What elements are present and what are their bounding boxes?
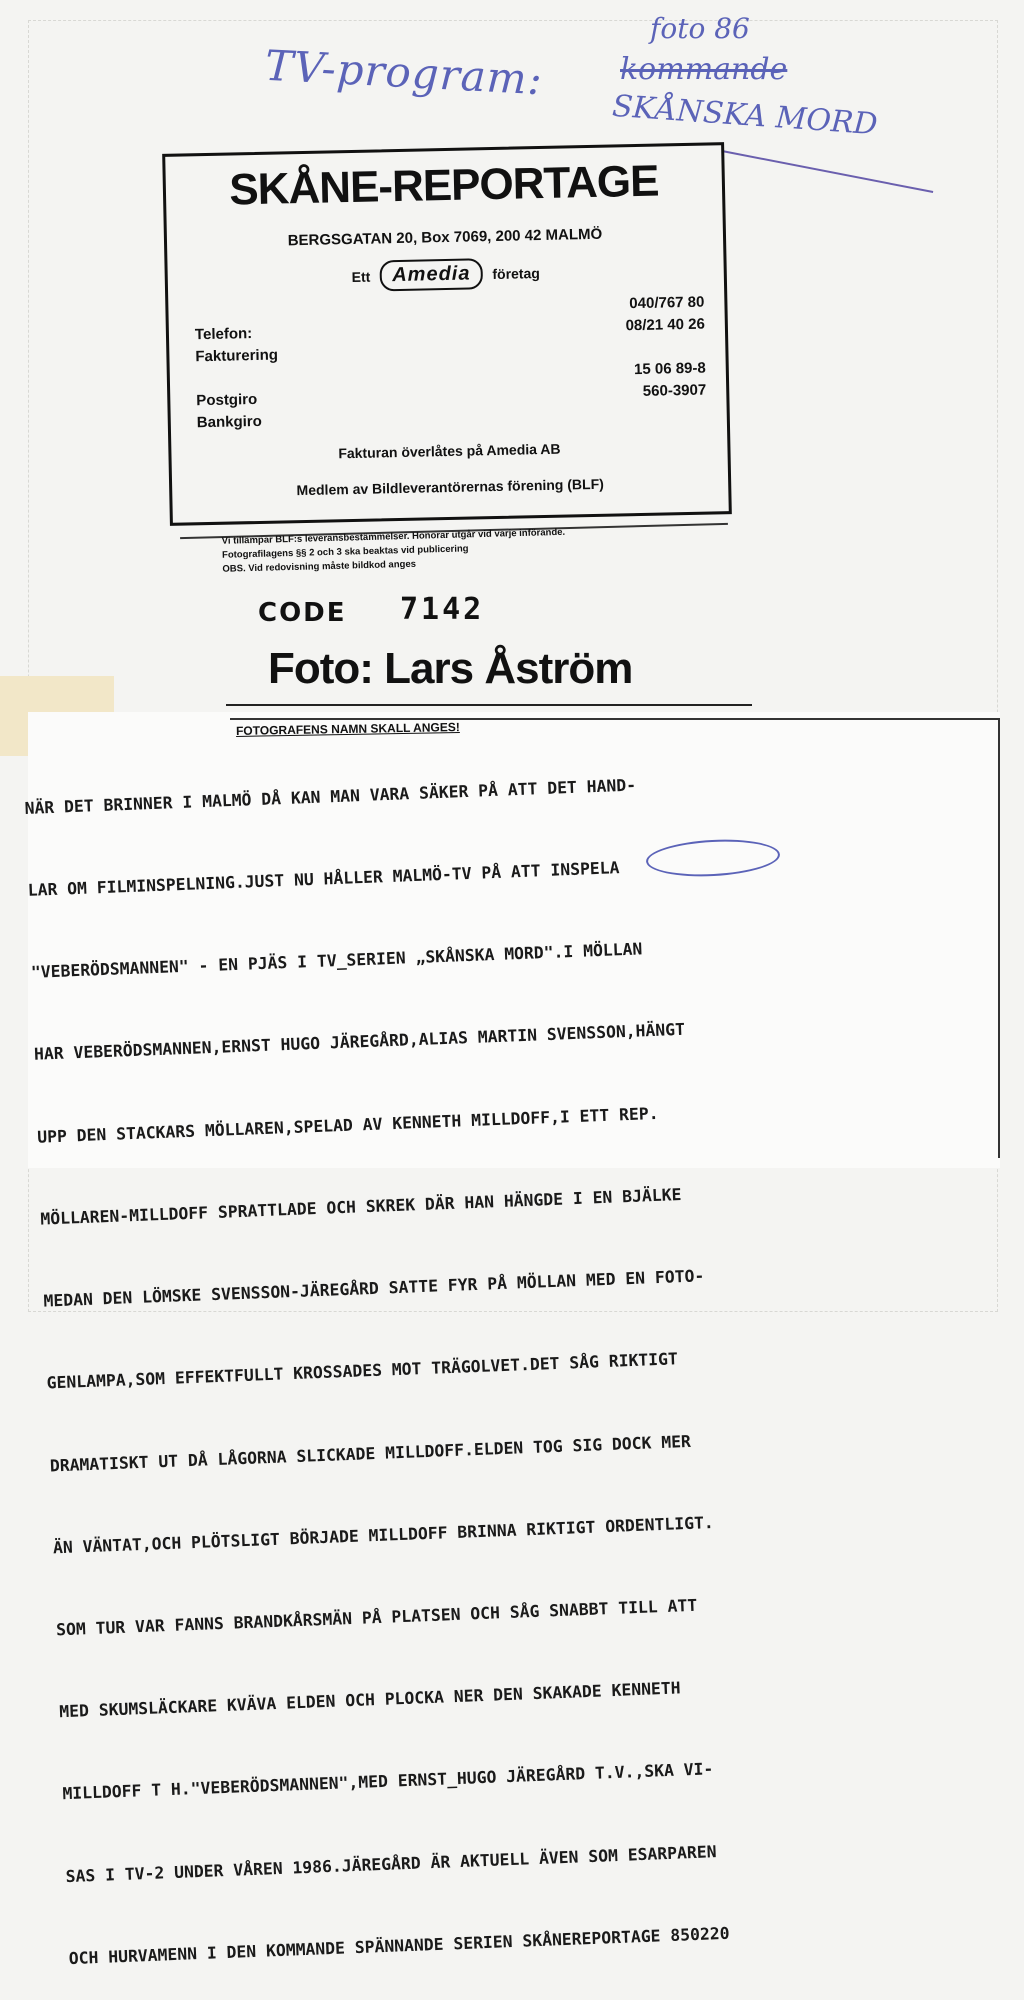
caption-line: LAR OM FILMINSPELNING.JUST NU HÅLLER MALMÖ-TV PÅ ATT INSPELA [27, 858, 620, 900]
small-print-line: Vi tillämpar BLF:s leveransbestämmelser. Honorar utgår vid varje införande. [221, 526, 566, 547]
caption-line: DRAMATISKT UT DÅ LÅGORNA SLICKADE MILLDOFF.ELDEN TOG SIG DOCK MER [49, 1431, 692, 1476]
credit-rule [226, 704, 752, 706]
agency-address: BERGSGATAN 20, Box 7069, 200 42 MALMÖ [287, 225, 603, 250]
small-print-line: OBS. Vid redovisning måste bildkod anges [222, 558, 417, 575]
caption-line: OCH HURVAMENN I DEN KOMMANDE SPÄNNANDE SERIEN SKÅNEREPORTAGE 850220 [68, 1923, 730, 1968]
bankgiro-value: 560-3907 [642, 381, 707, 400]
postgiro-value: 15 06 89-8 [633, 359, 706, 379]
agency-stamp [162, 142, 732, 526]
handwritten-tv-program: TV-program: [263, 40, 545, 105]
caption-line: UPP DEN STACKARS MÖLLAREN,SPELAD AV KENNETH MILLDOFF,I ETT REP. [36, 1103, 659, 1147]
handwritten-series-title: SKÅNSKA MORD [611, 88, 879, 143]
caption-heading: FOTOGRAFENS NAMN SKALL ANGES! [235, 720, 460, 738]
agency-company-line [167, 253, 724, 296]
handwritten-foto-year: foto 86 [650, 12, 750, 45]
invoice-note: Fakturan överlåtes på Amedia AB [338, 440, 561, 462]
caption-line: "VEBERÖDSMANNEN" - EN PJÄS I TV_SERIEN „SKÅNSKA MORD".I MÖLLAN [30, 939, 643, 983]
postgiro-label: Postgiro [196, 390, 258, 410]
caption-line: MED SKUMSLÄCKARE KVÄVA ELDEN OCH PLOCKA NER DEN SKAKADE KENNETH [58, 1678, 681, 1722]
code-number: 7142 [400, 592, 485, 627]
caption-line: SOM TUR VAR FANNS BRANDKÅRSMÄN PÅ PLATSEN OCH SÅG SNABBT TILL ATT [55, 1595, 698, 1640]
member-note: Medlem av Bildleverantörernas förening (BLF) [296, 475, 604, 499]
fakturering-value: 08/21 40 26 [625, 315, 706, 335]
telefon-label: Telefon: [194, 325, 253, 344]
caption-line: MEDAN DEN LÖMSKE SVENSSON-JÄREGÅRD SATTE FYR PÅ MÖLLAN MED EN FOTO- [43, 1266, 705, 1311]
handwritten-struck-word: kommande [620, 52, 788, 87]
caption-line: NÄR DET BRINNER I MALMÖ DÅ KAN MAN VARA SÄKER PÅ ATT DET HAND- [24, 775, 637, 818]
caption-line: ÄN VÄNTAT,OCH PLÖTSLIGT BÖRJADE MILLDOFF BRINNA RIKTIGT ORDENTLIGT. [52, 1512, 715, 1558]
amedia-logo: Amedia [380, 258, 483, 291]
company-prefix: Ett [351, 268, 371, 285]
telefon-value: 040/767 80 [629, 293, 705, 313]
bankgiro-label: Bankgiro [196, 412, 262, 432]
fakturering-label: Fakturering [195, 346, 279, 366]
agency-name: SKÅNE-REPORTAGE [228, 156, 659, 215]
stamp-labels [195, 323, 280, 435]
caption-text [22, 702, 1024, 1999]
caption-line: SAS I TV-2 UNDER VÅREN 1986.JÄREGÅRD ÄR AKTUELL ÄVEN SOM ESARPAREN [65, 1841, 717, 1886]
caption-line: MILLDOFF T H."VEBERÖDSMANNEN",MED ERNST_HUGO JÄREGÅRD T.V.,SKA VI- [62, 1759, 714, 1804]
stamp-values [625, 292, 707, 404]
small-print-line: Fotografilagens §§ 2 och 3 ska beaktas vid publicering [221, 543, 469, 561]
photo-credit: Foto: Lars Åström [268, 644, 633, 693]
caption-line: GENLAMPA,SOM EFFEKTFULLT KROSSADES MOT TRÄGOLVET.DET SÅG RIKTIGT [46, 1349, 679, 1393]
caption-line: HAR VEBERÖDSMANNEN,ERNST HUGO JÄREGÅRD,ALIAS MARTIN SVENSSON,HÄNGT [33, 1020, 686, 1065]
company-suffix: företag [492, 265, 540, 283]
caption-line: MÖLLAREN-MILLDOFF SPRATTLADE OCH SKREK DÄR HAN HÄNGDE I EN BJÄLKE [40, 1184, 682, 1229]
code-label: CODE [258, 598, 347, 628]
